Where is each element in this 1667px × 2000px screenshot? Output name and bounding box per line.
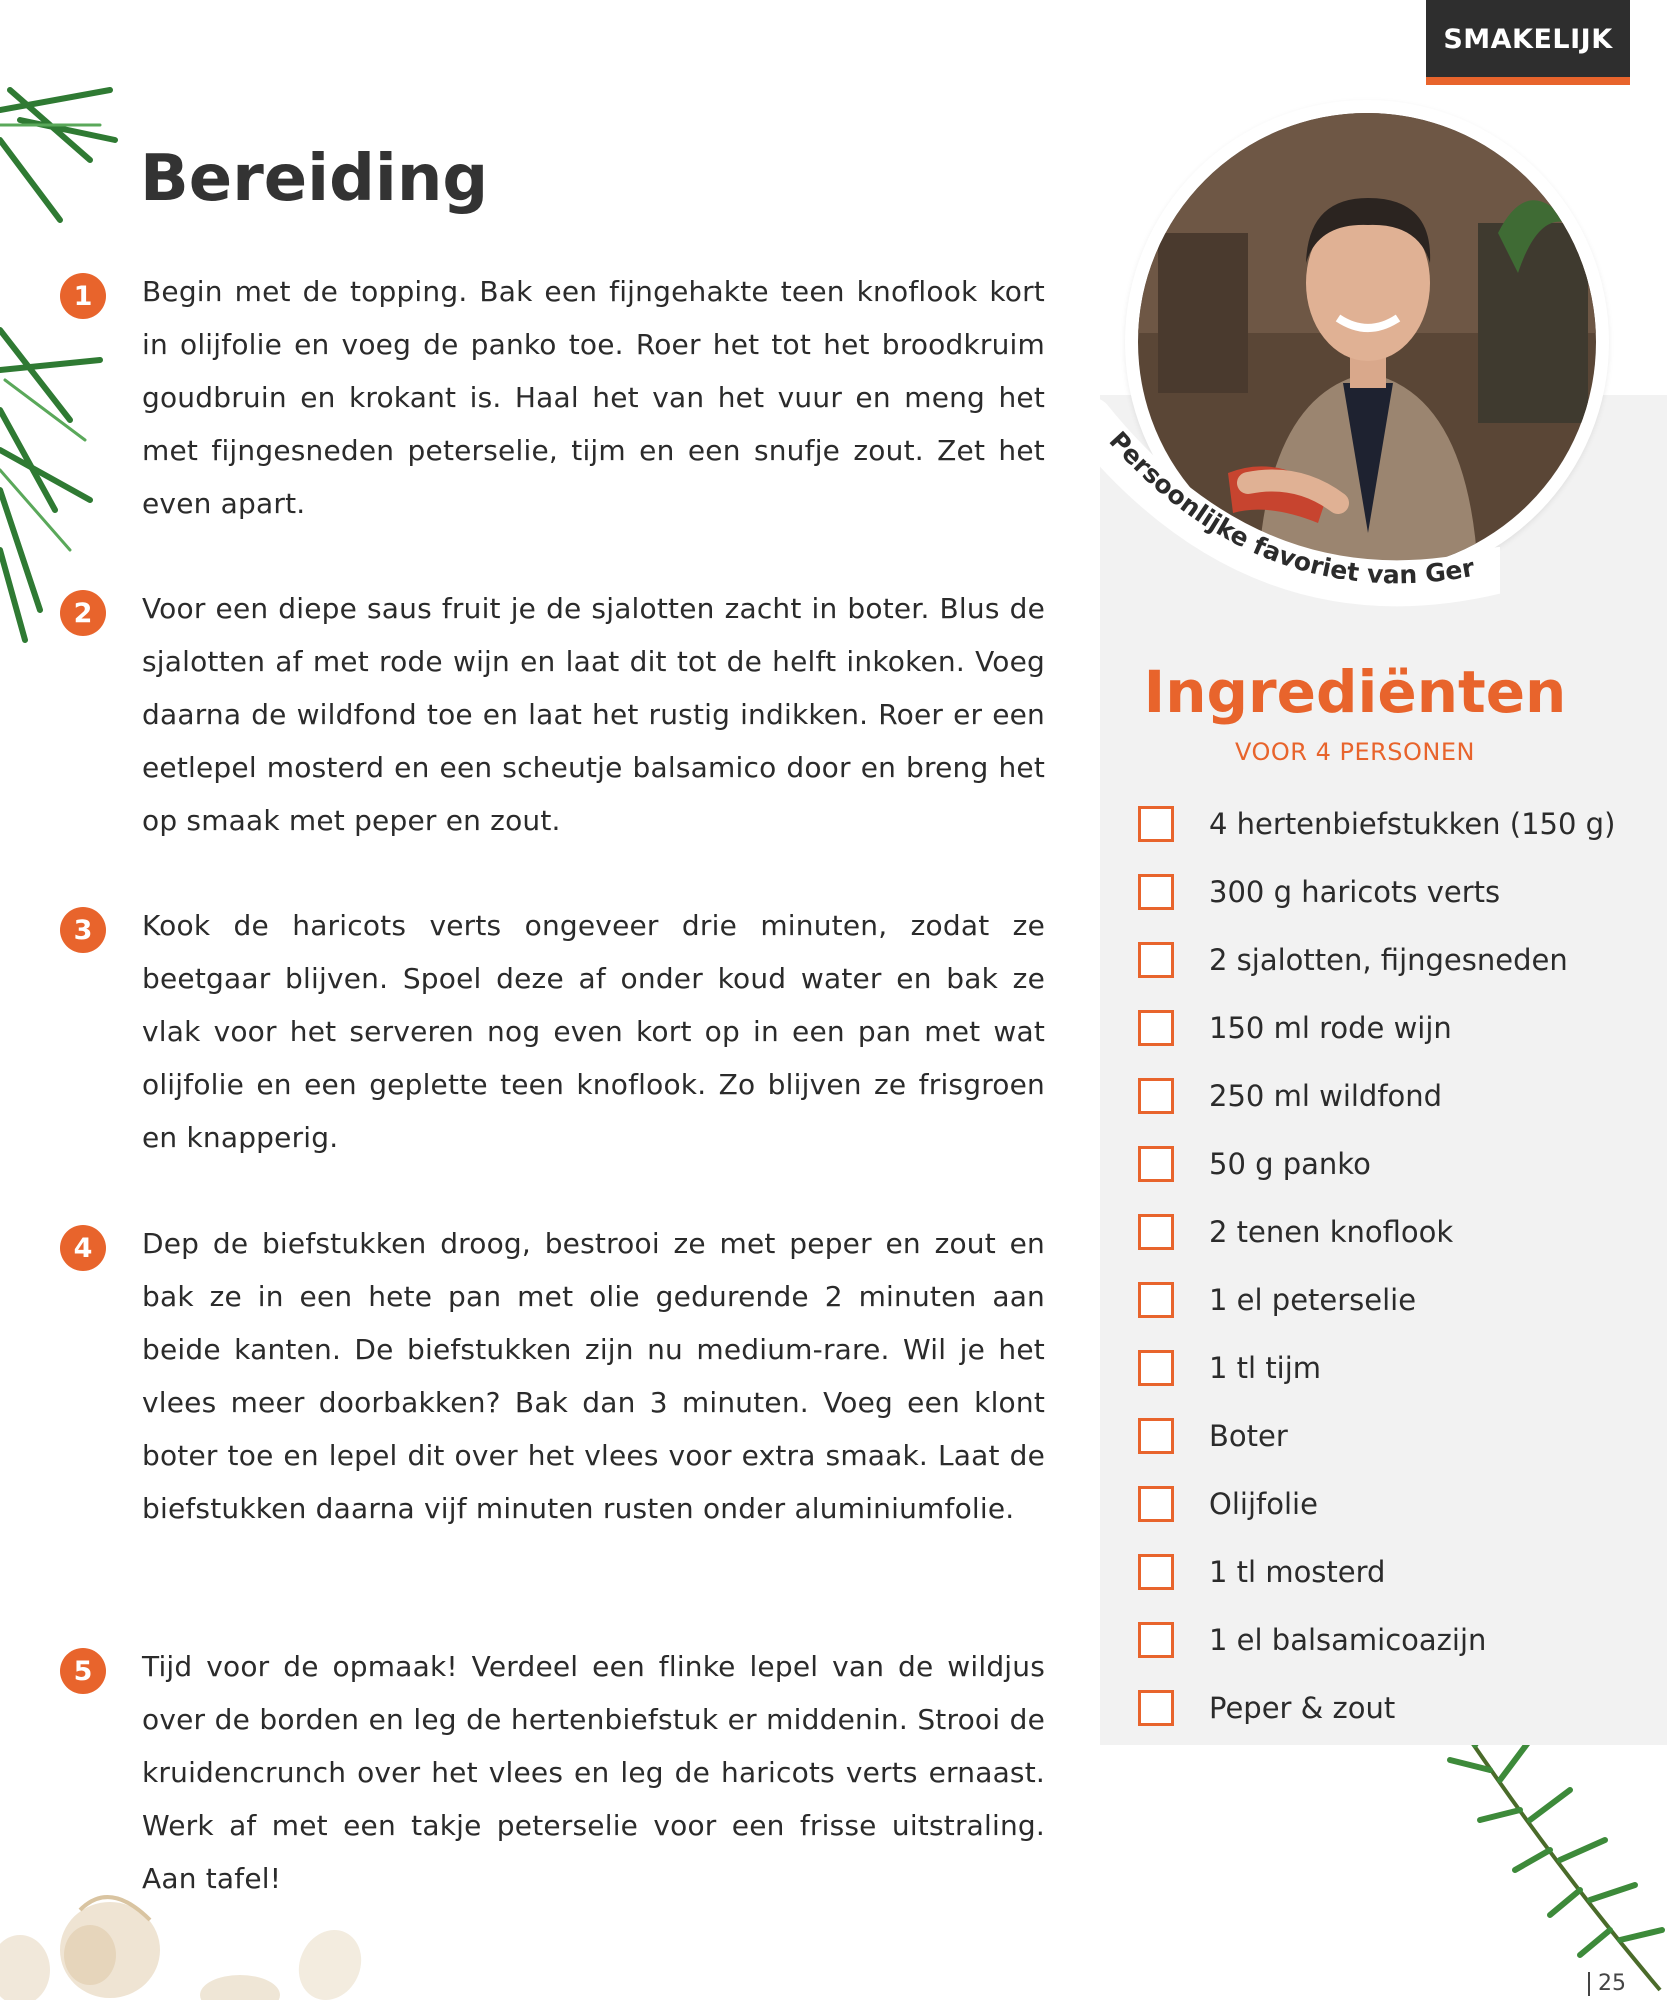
ingredient-checkbox[interactable] bbox=[1138, 1418, 1174, 1454]
ingredient-checkbox[interactable] bbox=[1138, 1214, 1174, 1250]
ingredient-item bbox=[1138, 1606, 1615, 1674]
ingredient-checkbox[interactable] bbox=[1138, 1622, 1174, 1658]
ingredient-checkbox[interactable] bbox=[1138, 1078, 1174, 1114]
step-number-badge: 2 bbox=[60, 590, 106, 636]
ingredient-label: 1 tl tijm bbox=[1209, 1351, 1322, 1385]
step-number-badge: 3 bbox=[60, 907, 106, 953]
ingredient-label: 2 sjalotten, fijngesneden bbox=[1209, 943, 1568, 977]
ingredient-label: 1 el peterselie bbox=[1209, 1283, 1417, 1317]
ingredient-label: 4 hertenbiefstukken (150 g) bbox=[1209, 807, 1616, 841]
ingredients-list bbox=[1138, 790, 1615, 1742]
ingredient-label: 50 g panko bbox=[1209, 1147, 1371, 1181]
ingredient-item bbox=[1138, 1470, 1615, 1538]
ingredient-label: 1 tl mosterd bbox=[1209, 1555, 1386, 1589]
ingredient-checkbox[interactable] bbox=[1138, 1554, 1174, 1590]
bereiding-title: Bereiding bbox=[140, 142, 489, 216]
rosemary-decoration-bottom-right bbox=[1430, 1700, 1667, 2000]
ingredients-subtitle: VOOR 4 PERSONEN bbox=[1235, 738, 1475, 766]
profile-caption-curve bbox=[1060, 380, 1500, 640]
step-text: Begin met de topping. Bak een fijngehakte teen knoflook kort in olijfolie en voeg de panko toe. Roer het tot het broodkruim goudbruin en krokant is. Haal het van het vuur en meng het met fijngesneden peterselie, tijm en een snufje zout. Zet het even apart. bbox=[142, 275, 1045, 520]
profile-caption: Persoonlijke favoriet van Ger bbox=[1103, 425, 1477, 590]
ingredient-label: 150 ml rode wijn bbox=[1209, 1011, 1452, 1045]
ingredient-item bbox=[1138, 1674, 1615, 1742]
step-text: Kook de haricots verts ongeveer drie minuten, zodat ze beetgaar blijven. Spoel deze af onder koud water en bak ze vlak voor het serveren nog even kort op in een pan met wat olijfolie en een geplette teen knoflook. Zo blijven ze frisgroen en knapperig. bbox=[142, 909, 1045, 1154]
ingredient-item bbox=[1138, 1062, 1615, 1130]
ingredient-label: 1 el balsamicoazijn bbox=[1209, 1623, 1487, 1657]
ingredient-item bbox=[1138, 994, 1615, 1062]
ingredient-item bbox=[1138, 1130, 1615, 1198]
ingredient-item bbox=[1138, 1266, 1615, 1334]
step-text: Tijd voor de opmaak! Verdeel een flinke lepel van de wildjus over de borden en leg de hertenbiefstuk er middenin. Strooi de kruidencrunch over het vlees en leg de haricots verts ernaast. Werk af met een takje peterselie voor een frisse uitstraling. Aan tafel! bbox=[142, 1650, 1045, 1895]
ingredient-item bbox=[1138, 790, 1615, 858]
step-number-badge: 1 bbox=[60, 273, 106, 319]
ingredient-checkbox[interactable] bbox=[1138, 1690, 1174, 1726]
ingredient-checkbox[interactable] bbox=[1138, 942, 1174, 978]
ingredient-checkbox[interactable] bbox=[1138, 1486, 1174, 1522]
ingredient-checkbox[interactable] bbox=[1138, 1010, 1174, 1046]
step-text: Dep de biefstukken droog, bestrooi ze met peper en zout en bak ze in een hete pan met olie gedurende 2 minuten aan beide kanten. De biefstukken zijn nu medium-rare. Wil je het vlees meer doorbakken? Bak dan 3 minuten. Voeg een klont boter toe en lepel dit over het vlees voor extra smaak. Laat de biefstukken daarna vijf minuten rusten onder aluminiumfolie. bbox=[142, 1227, 1045, 1525]
section-tag: SMAKELIJK bbox=[1426, 0, 1630, 78]
ingredient-checkbox[interactable] bbox=[1138, 806, 1174, 842]
ingredient-checkbox[interactable] bbox=[1138, 874, 1174, 910]
ingredient-checkbox[interactable] bbox=[1138, 1146, 1174, 1182]
ingredient-item bbox=[1138, 926, 1615, 994]
ingredient-item bbox=[1138, 1538, 1615, 1606]
ingredient-checkbox[interactable] bbox=[1138, 1282, 1174, 1318]
step-number-badge: 5 bbox=[60, 1648, 106, 1694]
ingredient-label: 2 tenen knoflook bbox=[1209, 1215, 1454, 1249]
section-tag-underline bbox=[1426, 77, 1630, 85]
ingredient-label: 250 ml wildfond bbox=[1209, 1079, 1443, 1113]
ingredient-item bbox=[1138, 1334, 1615, 1402]
ingredient-item bbox=[1138, 1402, 1615, 1470]
ingredient-checkbox[interactable] bbox=[1138, 1350, 1174, 1386]
ingredient-label: Peper & zout bbox=[1209, 1691, 1396, 1725]
ingredient-label: Boter bbox=[1209, 1419, 1288, 1453]
rosemary-decoration-top-left bbox=[0, 30, 120, 650]
ingredients-title: Ingrediënten bbox=[1143, 658, 1567, 726]
ingredient-label: 300 g haricots verts bbox=[1209, 875, 1501, 909]
step-number-badge: 4 bbox=[60, 1225, 106, 1271]
page-number: 25 bbox=[1588, 1972, 1626, 1996]
ingredient-label: Olijfolie bbox=[1209, 1487, 1318, 1521]
step-text: Voor een diepe saus fruit je de sjalotten zacht in boter. Blus de sjalotten af met rode wijn en laat dit tot de helft inkoken. Voeg daarna de wildfond toe en laat het rustig indikken. Roer er een eetlepel mosterd en een scheutje balsamico door en breng het op smaak met peper en zout. bbox=[142, 592, 1045, 837]
ingredient-item bbox=[1138, 1198, 1615, 1266]
ingredient-item bbox=[1138, 858, 1615, 926]
